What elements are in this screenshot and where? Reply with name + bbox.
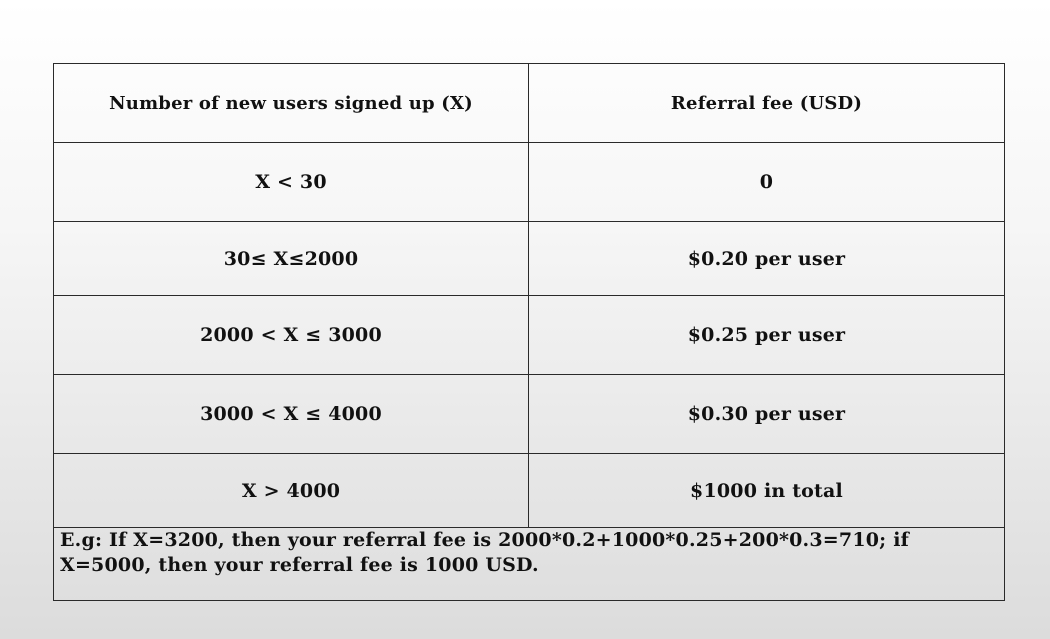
table-row (54, 454, 1005, 528)
fee-cell: $0.30 per user (529, 375, 1005, 454)
fee-cell: $1000 in total (529, 454, 1005, 528)
table-row (54, 143, 1005, 222)
referral-fee-table (53, 63, 1005, 601)
header-fee: Referral fee (USD) (529, 64, 1005, 143)
users-cell: 3000 < X ≤ 4000 (54, 375, 529, 454)
users-cell: X > 4000 (54, 454, 529, 528)
fee-cell: $0.20 per user (529, 222, 1005, 296)
header-users: Number of new users signed up (X) (54, 64, 529, 143)
users-cell: X < 30 (54, 143, 529, 222)
note-row (54, 528, 1005, 601)
fee-cell: 0 (529, 143, 1005, 222)
table-header-row (54, 64, 1005, 143)
users-cell: 30≤ X≤2000 (54, 222, 529, 296)
table-row (54, 375, 1005, 454)
table-row (54, 296, 1005, 375)
table-row (54, 222, 1005, 296)
fee-cell: $0.25 per user (529, 296, 1005, 375)
example-note (54, 528, 1005, 601)
users-cell: 2000 < X ≤ 3000 (54, 296, 529, 375)
example-note-text: E.g: If X=3200, then your referral fee is 2000*0.2+1000*0.25+200*0.3=710; if X=5000, then your referral fee is 1000 USD. (60, 529, 909, 576)
